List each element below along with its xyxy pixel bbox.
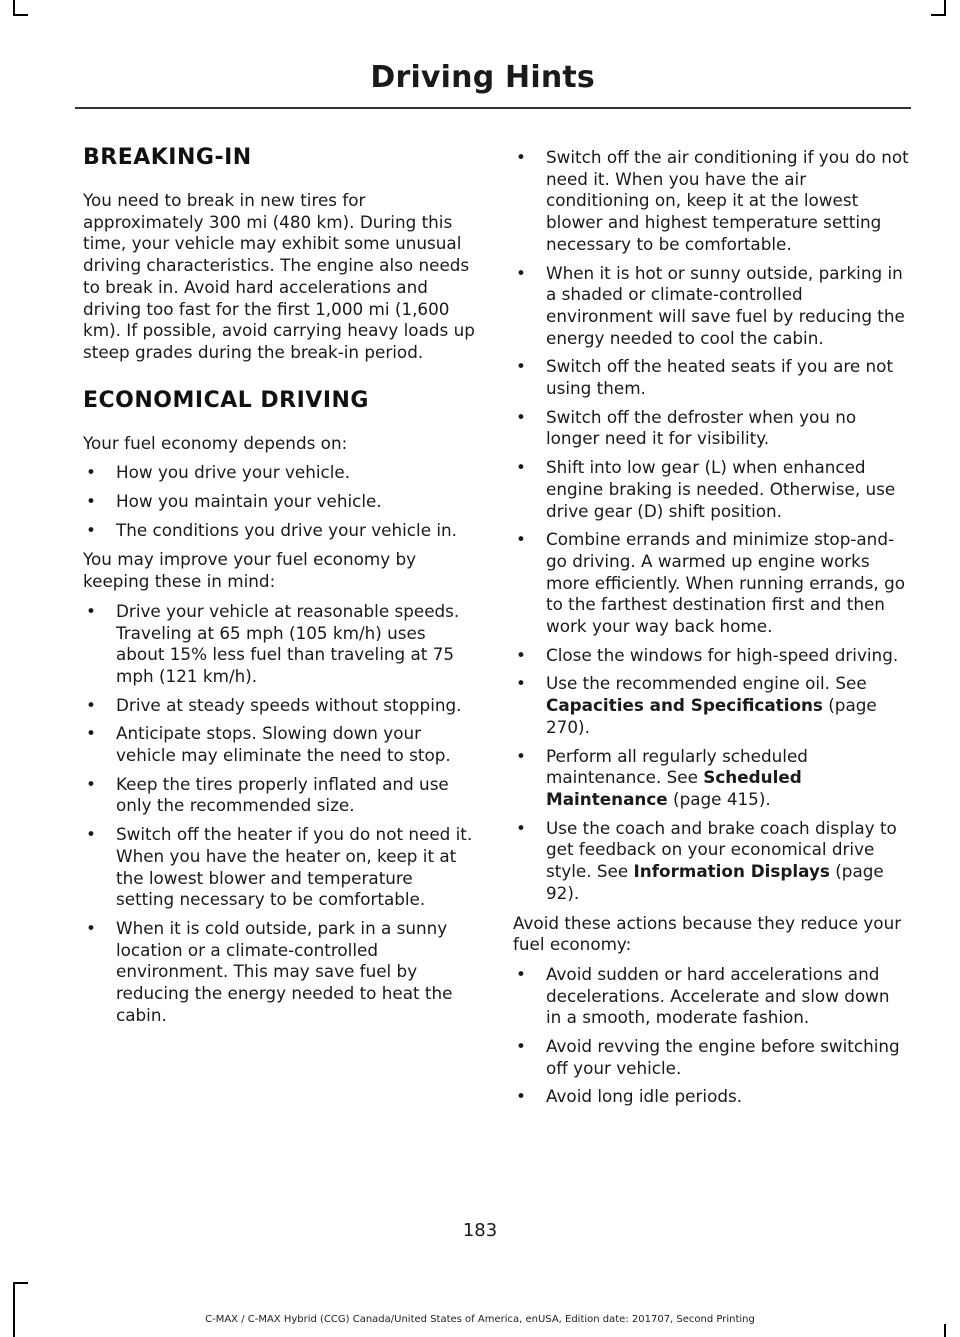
maintenance-text-post: (page 415). bbox=[667, 788, 771, 809]
left-column bbox=[83, 145, 475, 1035]
list-item-text: Drive your vehicle at reasonable speeds. Traveling at 65 mph (105 km/h) uses about 15% less fuel than traveling at 75 mph (121 km/h). bbox=[116, 600, 460, 686]
list-item bbox=[83, 723, 475, 766]
bullet: • bbox=[516, 356, 526, 377]
crop-mark bbox=[944, 1324, 946, 1337]
bullet: • bbox=[516, 406, 526, 427]
bullet: • bbox=[86, 694, 96, 715]
crop-mark bbox=[13, 1282, 15, 1337]
bullet: • bbox=[86, 723, 96, 744]
bullet: • bbox=[516, 745, 526, 766]
list-item bbox=[513, 263, 909, 350]
list-item-text: When it is hot or sunny outside, parking in a shaded or climate-controlled environment will save fuel by reducing the energy needed to cool the cabin. bbox=[546, 262, 905, 348]
list-item-text: Shift into low gear (L) when enhanced engine braking is needed. Otherwise, use drive gear (D) shift position. bbox=[546, 457, 896, 521]
list-item bbox=[513, 529, 909, 638]
list-item bbox=[513, 746, 909, 811]
list-item bbox=[83, 774, 475, 817]
list-item bbox=[513, 673, 909, 738]
list-item-text: Avoid revving the engine before switching off your vehicle. bbox=[546, 1036, 900, 1078]
list-item-text: Keep the tires properly inflated and use only the recommended size. bbox=[116, 773, 449, 816]
maintenance-text-pre: Perform all regularly scheduled maintenance. See bbox=[546, 745, 808, 788]
page-number: 183 bbox=[462, 1220, 498, 1241]
coach-text-post: (page 92). bbox=[546, 861, 884, 903]
list-item bbox=[513, 964, 909, 1029]
tips-list-left bbox=[83, 601, 475, 1027]
oil-text-post: (page 270). bbox=[546, 695, 877, 737]
list-item-text: How you maintain your vehicle. bbox=[116, 491, 382, 512]
section-heading-breaking-in: BREAKING-IN bbox=[83, 145, 252, 170]
bullet: • bbox=[86, 491, 96, 512]
list-item-text: The conditions you drive your vehicle in. bbox=[116, 519, 457, 540]
avoid-intro: Avoid these actions because they reduce your fuel economy: bbox=[513, 912, 902, 955]
list-item-text: Switch off the heater if you do not need it. When you have the heater on, keep it at the lowest blower and temperature setting necessary to be comfortable. bbox=[116, 824, 473, 910]
list-item bbox=[83, 462, 475, 484]
list-item-text: Combine errands and minimize stop-and-go driving. A warmed up engine works more efficiently. When running errands, go to the farthest destination first and then work your way back home. bbox=[546, 529, 905, 637]
avoid-list bbox=[513, 964, 909, 1108]
bullet: • bbox=[86, 519, 96, 540]
bullet: • bbox=[516, 673, 526, 694]
list-item bbox=[83, 824, 475, 911]
list-item bbox=[513, 1036, 909, 1079]
bullet: • bbox=[516, 1036, 526, 1057]
list-item bbox=[83, 601, 475, 688]
bullet: • bbox=[86, 462, 96, 483]
list-item bbox=[513, 645, 909, 667]
list-item bbox=[513, 407, 909, 450]
list-item-text: Anticipate stops. Slowing down your vehicle may eliminate the need to stop. bbox=[116, 723, 451, 766]
list-item bbox=[83, 918, 475, 1027]
list-item bbox=[513, 818, 909, 905]
list-item bbox=[83, 491, 475, 513]
bullet: • bbox=[516, 529, 526, 550]
bullet: • bbox=[516, 817, 526, 838]
crop-mark bbox=[13, 0, 15, 15]
list-item bbox=[83, 520, 475, 542]
list-item-text: Drive at steady speeds without stopping. bbox=[116, 694, 462, 715]
right-column bbox=[513, 147, 909, 1116]
crop-mark bbox=[13, 14, 28, 16]
list-item-text: When it is cold outside, park in a sunny location or a climate-controlled environment. This may save fuel by reducing the energy needed to heat the cabin. bbox=[116, 917, 453, 1025]
oil-text-pre: Use the recommended engine oil. See bbox=[546, 673, 867, 694]
list-item bbox=[513, 1086, 909, 1108]
bullet: • bbox=[86, 824, 96, 845]
bullet: • bbox=[516, 963, 526, 984]
footer-edition-info: C-MAX / C-MAX Hybrid (CCG) Canada/United States of America, enUSA, Edition date: 201707, Second Printing bbox=[205, 1314, 755, 1325]
crop-mark bbox=[13, 1282, 28, 1284]
bullet: • bbox=[516, 457, 526, 478]
bullet: • bbox=[516, 1086, 526, 1107]
list-item bbox=[513, 457, 909, 522]
bullet: • bbox=[86, 773, 96, 794]
list-item-text: Avoid sudden or hard accelerations and decelerations. Accelerate and slow down in a smooth, moderate fashion. bbox=[546, 963, 890, 1028]
list-item-text: Switch off the defroster when you no longer need it for visibility. bbox=[546, 406, 857, 449]
cross-reference-link[interactable]: Information Displays bbox=[633, 861, 830, 882]
crop-mark bbox=[944, 0, 946, 15]
list-item-text: Close the windows for high-speed driving. bbox=[546, 644, 899, 665]
depends-intro: Your fuel economy depends on: bbox=[83, 432, 348, 453]
page-title: Driving Hints bbox=[370, 60, 595, 95]
bullet: • bbox=[516, 147, 526, 167]
depends-list bbox=[83, 462, 475, 541]
crop-mark bbox=[931, 14, 946, 16]
list-item-text: Avoid long idle periods. bbox=[546, 1086, 743, 1107]
bullet: • bbox=[86, 917, 96, 938]
list-item bbox=[83, 695, 475, 717]
list-item-text: How you drive your vehicle. bbox=[116, 462, 351, 483]
bullet: • bbox=[86, 600, 96, 621]
improve-intro: You may improve your fuel economy by keeping these in mind: bbox=[83, 549, 417, 592]
list-item-text: Switch off the air conditioning if you do not need it. When you have the air conditioning on, keep it at the lowest blower and highest temperature setting necessary to be comfortable. bbox=[546, 147, 909, 254]
header-divider bbox=[75, 107, 911, 109]
tips-list-right bbox=[513, 147, 909, 905]
cross-reference-link[interactable]: Capacities and Specifications bbox=[546, 695, 823, 716]
list-item bbox=[513, 147, 909, 256]
bullet: • bbox=[516, 644, 526, 665]
list-item bbox=[513, 356, 909, 399]
breaking-in-paragraph: You need to break in new tires for approximately 300 mi (480 km). During this time, your vehicle may exhibit some unusual driving characteristics. The engine also needs to break in. Avoid hard accelerations and driving too fast for the first 1,000 mi (1,600 km). If possible, avoid carrying heavy loads up steep grades during the break-in period. bbox=[83, 190, 475, 362]
bullet: • bbox=[516, 262, 526, 283]
section-heading-economical-driving: ECONOMICAL DRIVING bbox=[83, 387, 369, 413]
list-item-text: Switch off the heated seats if you are not using them. bbox=[546, 356, 894, 399]
coach-text-pre: Use the coach and brake coach display to get feedback on your economical drive style. See bbox=[546, 817, 897, 882]
cross-reference-link[interactable]: Scheduled Maintenance bbox=[546, 767, 802, 809]
